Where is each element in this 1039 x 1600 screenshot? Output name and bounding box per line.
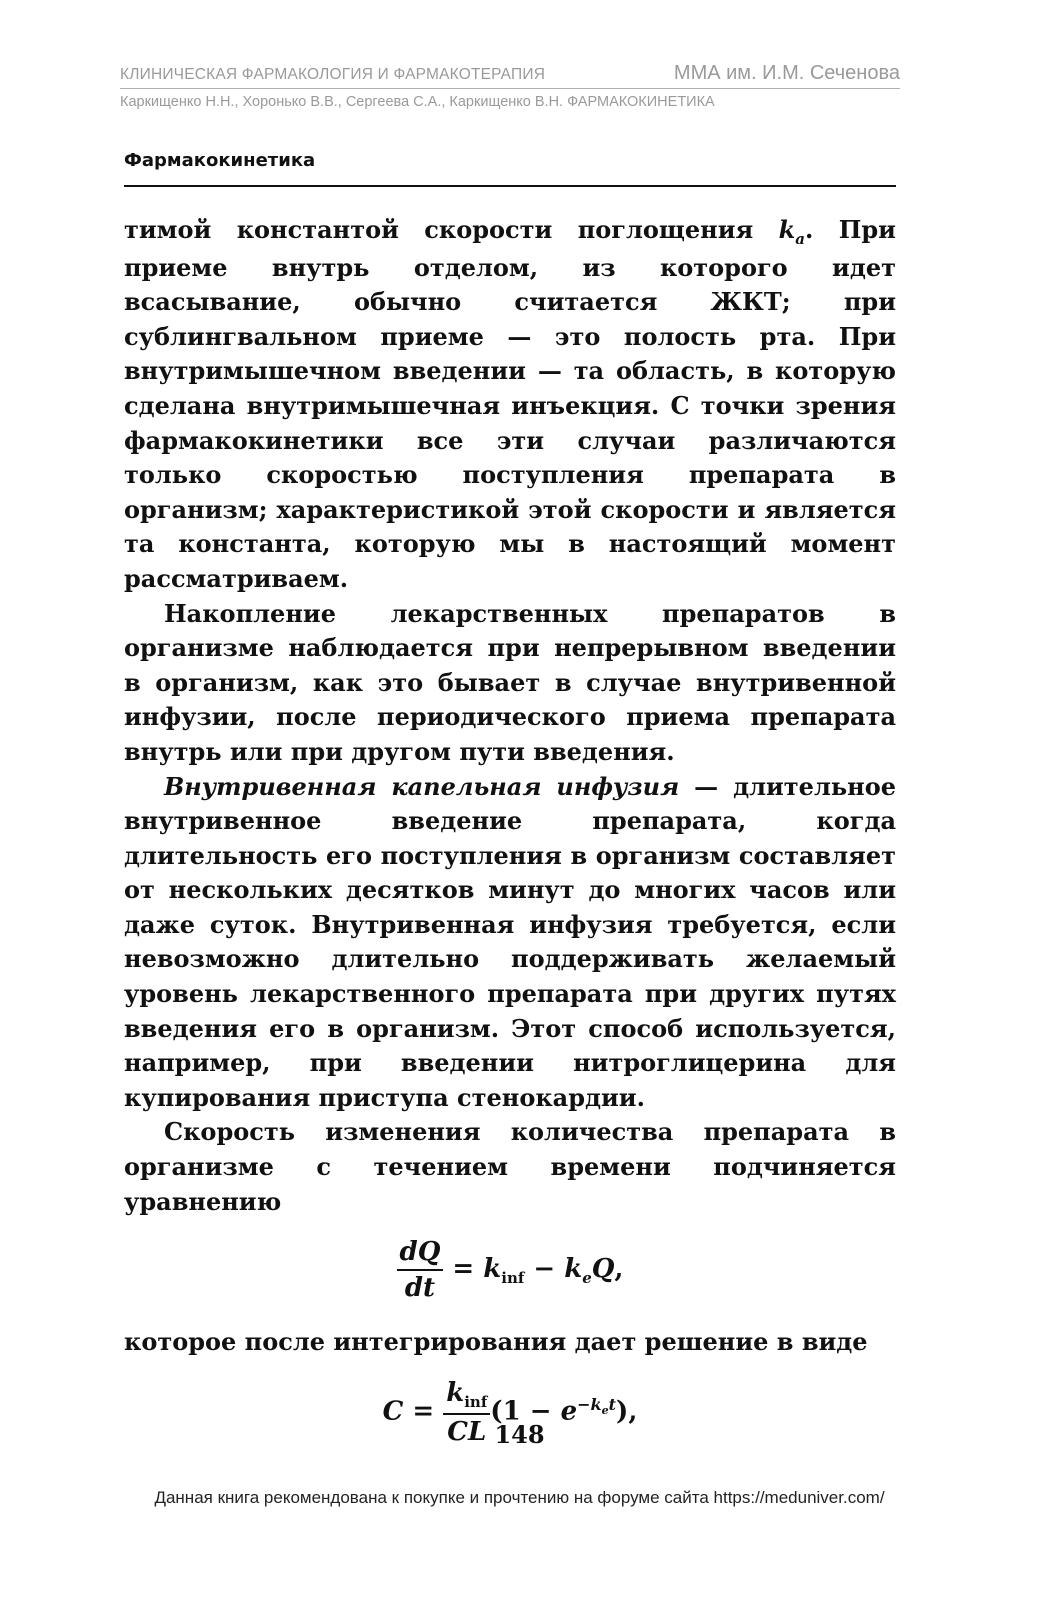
header-institution: ММА им. И.М. Сеченова (673, 62, 900, 84)
header-book-title: КЛИНИЧЕСКАЯ ФАРМАКОЛОГИЯ И ФАРМАКОТЕРАПИЯ (120, 66, 546, 83)
paragraph-4: Скорость изменения количества препарата в организме с течением времени подчиняется уравнению (124, 1117, 896, 1216)
page-number: 148 (494, 1420, 545, 1449)
body-text (124, 213, 896, 1466)
header-rule (124, 185, 896, 187)
footer-note: Данная книга рекомендована к покупке и прочтению на форуме сайта https://meduniver.com/ (154, 1488, 885, 1507)
formula-1-block (124, 1219, 896, 1325)
paragraph-3-rest: — длительное внутривенное введение препарата, когда длительность его поступления в организм составляет от нескольких десятков минут до многих часов или даже суток. Внутривенная инфузия требуется, если невозможно длительно поддерживать желаемый уровень лекарственного препарата при других путях введения его в организм. Этот способ используется, например, при введении нитроглицерина для купирования приступа стенокардии. (124, 771, 896, 1112)
paragraph-1-rest: . При приеме внутрь отделом, из которого идет всасывание, обычно считается ЖКТ; при сублингвальном приеме — это полость рта. При внутримышечном введении — та область, в которую сделана внутримышечная инъекция. С точки зрения фармакокинетики все эти случаи различаются только скоростью поступления препарата в организм; характеристикой этой скорости и является та константа, которую мы в настоящий момент рассматриваем. (124, 215, 896, 593)
formula-2: C = $\frac{k_{inf}}{CL}$ $(1 - e^{-k_et})$, (382, 1377, 638, 1447)
formula-1-fraction: $\frac{dQ}{dt}$ (397, 1235, 444, 1305)
running-header (120, 62, 900, 89)
section-title: Фармакокинетика (124, 150, 316, 171)
paragraph-2: Накопление лекарственных препаратов в организме наблюдается при непрерывном введении в организм, как это бывает в случае внутривенной инфузии, после периодического приема препарата внутрь или при другом пути введения. (124, 598, 896, 766)
formula-1: $\frac{dQ}{dt}$ = $k_{inf} - k_eQ$, (124, 1235, 896, 1305)
formula-2-block (124, 1360, 896, 1466)
paragraph-1-start: тимой константой скорости поглощения (124, 215, 779, 244)
paragraph-3 (124, 770, 896, 1116)
paragraph-5: которое после интегрирования дает решение в виде (124, 1327, 868, 1357)
formula-2-fraction: $\frac{k_{inf}}{CL}$ (443, 1376, 490, 1449)
paragraph-1 (124, 213, 896, 597)
k-a-symbol: $k_a$ (778, 215, 805, 248)
term-iv-drip-infusion: Внутривенная капельная инфузия (164, 771, 680, 801)
header-authors: Каркищенко Н.Н., Хоронько В.В., Сергеева С.А., Каркищенко В.Н. ФАРМАКОКИНЕТИКА (120, 94, 715, 110)
